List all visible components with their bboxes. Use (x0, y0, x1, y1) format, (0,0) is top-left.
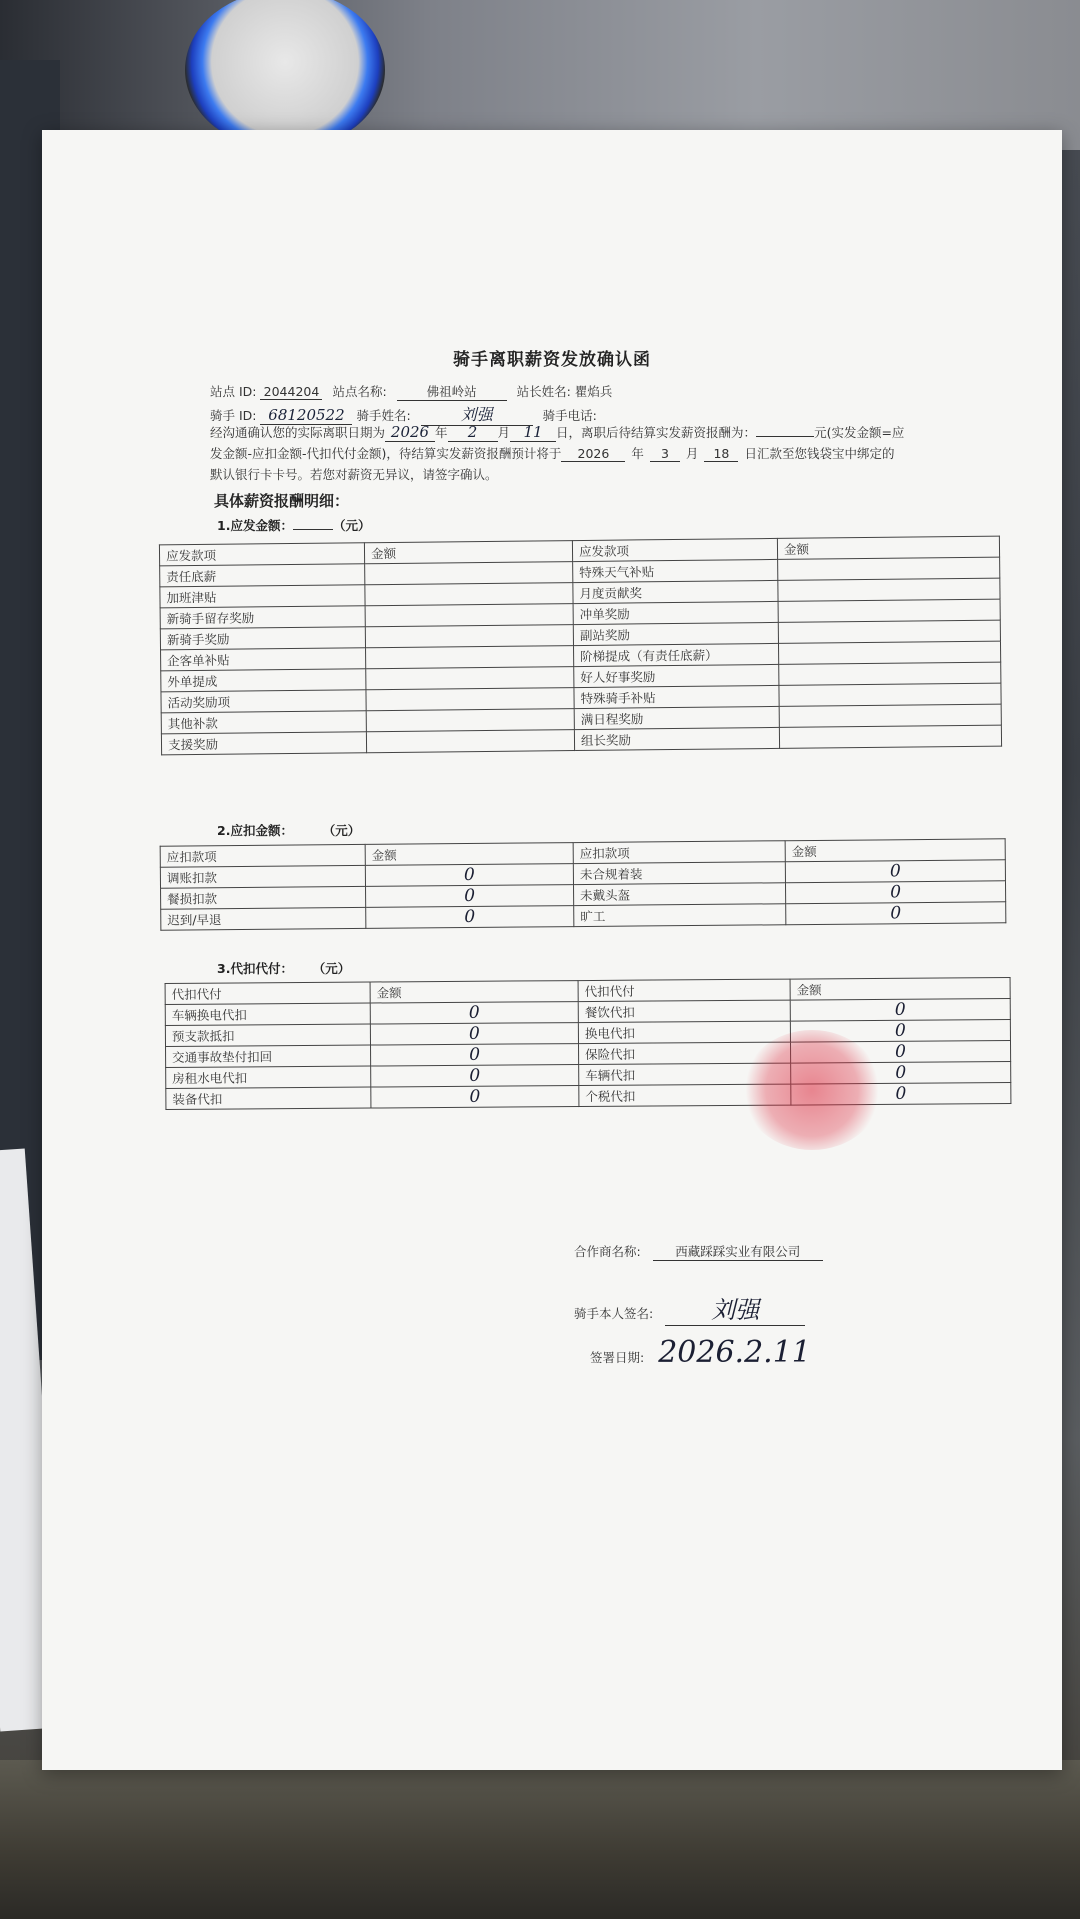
table-header-cell: 代扣代付 (578, 979, 790, 1001)
table-header-cell: 应发款项 (159, 543, 364, 566)
part3-label-text: 3.代扣代付： (217, 961, 293, 976)
item-name-cell: 组长奖励 (574, 727, 779, 750)
amount-cell: 0 (791, 1062, 1011, 1085)
table-row (166, 1083, 1011, 1110)
rider-name-value: 刘强 (421, 402, 533, 426)
amount-cell (365, 583, 573, 606)
item-name-cell: 保险代扣 (579, 1042, 791, 1064)
document-title: 骑手离职薪资发放确认函 (453, 350, 651, 370)
amount-cell: 0 (366, 885, 574, 908)
date-line (590, 1335, 811, 1370)
amount-cell (778, 578, 1000, 601)
item-name-cell: 迟到/早退 (161, 907, 366, 930)
leave-year: 2026 (385, 423, 435, 442)
amount-cell: 0 (371, 1086, 579, 1108)
background-fabric (0, 1760, 1080, 1919)
amount-cell: 0 (790, 1020, 1010, 1043)
amount-cell (778, 641, 1000, 664)
amount-cell (366, 709, 574, 732)
item-name-cell: 企客单补贴 (161, 648, 366, 671)
text-segment: 发金额-应扣金额-代扣代付金额)，待结算实发薪资报酬预计将于 (210, 446, 562, 461)
part2-unit: （元） (328, 823, 361, 838)
item-name-cell: 责任底薪 (160, 564, 365, 587)
amount-cell: 0 (365, 864, 573, 887)
amount-cell (365, 562, 573, 585)
amount-cell (779, 683, 1001, 706)
amount-cell: 0 (790, 999, 1010, 1022)
amount-cell: 0 (370, 1023, 578, 1045)
signature-label: 骑手本人签名: (574, 1306, 654, 1321)
item-name-cell: 预支款抵扣 (165, 1024, 370, 1046)
rider-id-label: 骑手 ID: (210, 408, 257, 423)
amount-cell: 0 (791, 1083, 1011, 1106)
amount-cell: 0 (790, 1041, 1010, 1064)
item-name-cell: 阶梯提成（有责任底薪） (574, 643, 779, 666)
text-segment: 日汇款至您钱袋宝中绑定的 (744, 446, 895, 461)
amount-cell (366, 667, 574, 690)
item-name-cell: 新骑手奖励 (160, 627, 365, 650)
table-header-cell: 代扣代付 (165, 982, 370, 1004)
text-segment: 月 (685, 446, 699, 461)
rider-phone-label: 骑手电话: (542, 408, 597, 423)
item-name-cell: 餐饮代扣 (578, 1000, 790, 1022)
item-name-cell: 未戴头盔 (574, 883, 786, 906)
item-name-cell: 调账扣款 (160, 865, 365, 888)
table-header-cell: 应扣款项 (160, 844, 365, 867)
table-payable (159, 536, 1002, 756)
pay-month: 3 (650, 446, 680, 462)
part1-unit: （元） (332, 518, 371, 533)
item-name-cell: 车辆换电代扣 (165, 1003, 370, 1025)
header-line-3 (210, 423, 904, 442)
amount-cell (778, 557, 1000, 580)
item-name-cell: 个税代扣 (579, 1084, 791, 1106)
pay-year: 2026 (561, 446, 625, 462)
item-name-cell: 其他补款 (161, 711, 366, 734)
part3-label (217, 959, 350, 977)
rider-name-label: 骑手姓名: (356, 408, 411, 423)
section-title: 具体薪资报酬明细： (214, 492, 350, 510)
table-header-cell: 应发款项 (572, 538, 777, 561)
amount-cell: 0 (785, 860, 1005, 883)
signature-date: 2026.2.11 (658, 1335, 811, 1370)
amount-cell: 0 (371, 1065, 579, 1087)
amount-cell (779, 662, 1001, 685)
rider-id-value: 68120522 (260, 406, 352, 425)
amount-cell: 0 (786, 902, 1006, 925)
item-name-cell: 新骑手留存奖励 (160, 606, 365, 629)
item-name-cell: 交通事故垫付扣回 (166, 1045, 371, 1067)
part1-label (217, 516, 370, 534)
item-name-cell: 副站奖励 (573, 622, 778, 645)
leave-month: 2 (448, 423, 498, 442)
text-segment: 年 (435, 425, 448, 440)
table-header-cell: 应扣款项 (573, 841, 785, 864)
amount-cell (365, 625, 573, 648)
item-name-cell: 房租水电代扣 (166, 1066, 371, 1088)
text-segment: 年 (631, 446, 644, 461)
header-line-1 (210, 382, 612, 401)
header-line-4 (210, 444, 894, 462)
amount-cell (779, 725, 1001, 748)
amount-cell (366, 688, 574, 711)
item-name-cell: 好人好事奖励 (574, 664, 779, 687)
table-header-cell: 金额 (790, 978, 1010, 1001)
item-name-cell: 车辆代扣 (579, 1063, 791, 1085)
item-name-cell: 餐损扣款 (161, 886, 366, 909)
pay-day: 18 (704, 446, 738, 462)
text-segment: 元(实发金额=应 (814, 425, 905, 440)
amount-cell: 0 (371, 1044, 579, 1066)
part2-label (217, 821, 360, 839)
table-header-cell: 金额 (777, 536, 999, 559)
partner-label: 合作商名称: (574, 1244, 641, 1259)
amount-cell: 0 (785, 881, 1005, 904)
table-header-cell: 金额 (364, 541, 572, 564)
leave-day: 11 (510, 423, 556, 442)
amount-cell (365, 604, 573, 627)
header-line-5: 默认银行卡卡号。若您对薪资无异议，请签字确认。 (210, 467, 498, 482)
manager-name: 瞿焰兵 (574, 384, 613, 399)
item-name-cell: 外单提成 (161, 669, 366, 692)
partner-name: 西藏踩踩实业有限公司 (653, 1242, 823, 1261)
table-header-cell: 金额 (785, 839, 1005, 862)
rider-signature: 刘强 (665, 1290, 805, 1326)
partner-line (574, 1242, 823, 1261)
fingerprint-seal (742, 1030, 882, 1150)
item-name-cell: 旷工 (574, 904, 786, 927)
part3-unit: （元） (318, 961, 351, 976)
amount-cell (778, 620, 1000, 643)
item-name-cell: 特殊骑手补贴 (574, 685, 779, 708)
item-name-cell: 冲单奖励 (573, 601, 778, 624)
item-name-cell: 满日程奖励 (574, 706, 779, 729)
item-name-cell: 活动奖励项 (161, 690, 366, 713)
table-deductions (160, 838, 1007, 930)
amount-cell (779, 704, 1001, 727)
payout-amount-blank (756, 436, 814, 437)
item-name-cell: 支援奖励 (161, 732, 366, 755)
text-segment: 日，离职后待结算实发薪资报酬为： (556, 425, 757, 440)
item-name-cell: 特殊天气补贴 (573, 559, 778, 582)
amount-cell (366, 730, 574, 753)
amount-cell (778, 599, 1000, 622)
amount-cell: 0 (366, 906, 574, 929)
item-name-cell: 换电代扣 (578, 1021, 790, 1043)
item-name-cell: 装备代扣 (166, 1087, 371, 1109)
station-name-label: 站点名称: (332, 384, 387, 399)
manager-label: 站长姓名: (516, 384, 571, 399)
text-segment: 月 (497, 425, 511, 440)
part1-amount-blank (293, 529, 333, 530)
station-id-value: 2044204 (260, 384, 322, 400)
background-top (0, 0, 1080, 150)
station-id-label: 站点 ID: (210, 384, 257, 399)
document-page (42, 130, 1062, 1770)
amount-cell: 0 (370, 1002, 578, 1024)
item-name-cell: 未合规着装 (573, 862, 785, 885)
table-header-cell: 金额 (370, 981, 578, 1003)
signature-line (574, 1290, 805, 1326)
part1-label-text: 1.应发金额： (217, 518, 293, 533)
amount-cell (366, 646, 574, 669)
text-segment: 经沟通确认您的实际离职日期为 (210, 425, 386, 440)
table-withholding (165, 977, 1012, 1110)
date-label: 签署日期: (590, 1350, 645, 1365)
station-name-value: 佛祖岭站 (397, 382, 507, 401)
item-name-cell: 加班津贴 (160, 585, 365, 608)
part2-label-text: 2.应扣金额： (217, 823, 293, 838)
item-name-cell: 月度贡献奖 (573, 580, 778, 603)
table-header-cell: 金额 (365, 843, 573, 866)
